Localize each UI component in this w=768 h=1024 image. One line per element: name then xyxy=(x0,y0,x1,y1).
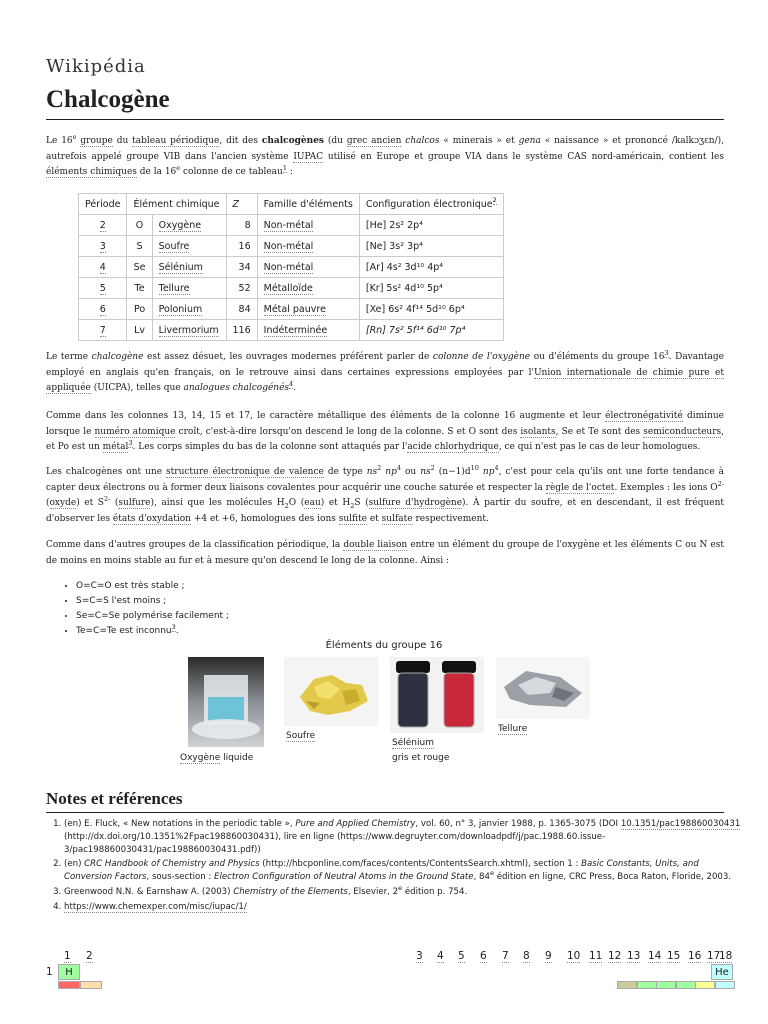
cell-periode xyxy=(79,236,127,257)
famille-link[interactable]: Métal pauvre xyxy=(263,303,326,315)
element-symbol: S xyxy=(136,240,143,252)
cell-z xyxy=(226,320,257,341)
stability-list xyxy=(62,579,229,639)
link-regle-octet[interactable]: règle de l'octet xyxy=(545,482,615,493)
group-number-16[interactable]: 16 xyxy=(688,950,702,962)
group-number-10[interactable]: 10 xyxy=(567,950,581,962)
link-sulfite[interactable]: sulfite xyxy=(338,513,367,524)
link-acide-chlorhydrique[interactable]: acide chlorhydrique xyxy=(407,442,499,452)
electron-config: [Ne] 3s² 3p⁴ xyxy=(365,240,423,252)
electron-config: [Xe] 6s² 4f¹⁴ 5d¹⁰ 6p⁴ xyxy=(365,303,465,315)
footnote-4[interactable]: 4 xyxy=(289,380,294,388)
cell-famille xyxy=(257,257,359,278)
group-number-6[interactable]: 6 xyxy=(480,950,487,962)
periode-link[interactable]: 5 xyxy=(99,282,106,294)
element-cell-be[interactable] xyxy=(80,981,102,989)
periode-link[interactable]: 3 xyxy=(99,240,106,252)
element-symbol: Te xyxy=(134,282,145,294)
selenium-image[interactable] xyxy=(390,657,484,733)
caption-selenium: Sélénium gris et rouge xyxy=(392,738,450,763)
table-header-row xyxy=(79,194,504,215)
cell-famille xyxy=(257,215,359,236)
cell-sym xyxy=(127,215,152,236)
link-elements-chimiques[interactable]: éléments chimiques xyxy=(46,167,137,177)
atomic-number: 8 xyxy=(244,219,251,231)
col-famille: Famille d'éléments xyxy=(257,194,359,215)
cell-name xyxy=(152,299,226,320)
paragraph-colonnes: Comme dans les colonnes 13, 14, 15 et 17, le caractère métallique des éléments de la colonne 16 augmente et leur électronégativité diminue lorsque le numéro atomique croît, c'est-à-dire lorsqu'on descend le long de la colonne. S et O sont des isolants, Se et Te sont des semiconducteurs, et Po est un métal$^3$. Les corps simples du bas de la colonne sont attaqués par l'acide chlorhydrique, ce qui n'est pas le cas de leur homologues. xyxy=(46,411,725,452)
link-electronegativite[interactable]: électronégativité xyxy=(605,411,683,421)
periode-link[interactable]: 4 xyxy=(99,261,106,273)
link-numero-atomique[interactable]: numéro atomique xyxy=(94,426,176,437)
element-cell-p2-13[interactable] xyxy=(617,981,637,989)
link-sulfate[interactable]: sulfate xyxy=(381,513,413,524)
periode-link[interactable]: 2 xyxy=(99,219,106,231)
cell-config xyxy=(359,278,503,299)
cell-config xyxy=(359,299,503,320)
atomic-number: 16 xyxy=(238,240,251,252)
gallery-title: Éléments du groupe 16 xyxy=(325,640,443,651)
link-metal[interactable]: métal xyxy=(102,442,129,452)
link-chemexper[interactable]: https://www.chemexper.com/misc/iupac/1/ xyxy=(64,901,247,912)
footnote-3b[interactable]: 3 xyxy=(128,439,133,447)
cell-config xyxy=(359,215,503,236)
cell-sym xyxy=(127,236,152,257)
element-cell-p2-16[interactable] xyxy=(676,981,696,989)
link-tellure[interactable]: Tellure xyxy=(498,724,528,734)
group-number-12[interactable]: 12 xyxy=(608,950,622,962)
footnote-3[interactable]: 3 xyxy=(664,349,669,357)
cell-sym xyxy=(127,278,152,299)
famille-link[interactable]: Métalloïde xyxy=(263,282,313,294)
paragraph-structure: Les chalcogènes ont une structure électronique de valence de type $ns^2$ $np^4$ ou $ns^2$ $(n-1)d^{10}$ $np^4$, c'est pour cela qu'ils ont une forte tendance à capter deux électrons ou à former deux liaisons covalentes pour acquérir une couche saturée et respecter la règle de l'octet. Exemples : les ions $O^{2-}$ (oxyde) et $S^{2-}$ (sulfure), ainsi que les molécules $H_2O$ (eau) et $H_2S$ (sulfure d'hydrogène). À partir du soufre, et en descendant, il est fréquent d'observer les états d'oxydation +4 et +6, homologues des ions sulfite et sulfate respectivement. xyxy=(46,464,725,524)
link-uicpa[interactable]: Union internationale de chimie pure et appliquée xyxy=(46,367,725,393)
element-cell-he[interactable]: He xyxy=(711,964,733,980)
electron-config: [He] 2s² 2p⁴ xyxy=(365,219,423,231)
link-groupe[interactable]: groupe xyxy=(80,136,113,146)
elements-table xyxy=(78,193,504,341)
group-number-5[interactable]: 5 xyxy=(458,950,465,962)
link-oxygene[interactable]: Oxygène xyxy=(180,753,221,763)
link-structure-valence[interactable]: structure électronique de valence xyxy=(166,467,324,477)
element-symbol: Lv xyxy=(134,324,145,336)
table-row xyxy=(79,257,504,278)
reference-item: 1. (en) E. Fluck, « New notations in the periodic table », Pure and Applied Chemistry, vol. 60, n° 3, janvier 1988, p. 1365-3075 (DOI 10.1351/pac198860030431 (http://dx.doi.org/10.1351%2Fpac198860030431), lire en ligne (https://www.degruyter.com/downloadpdf/j/pac.1988.60.issue-3/pac198860030431/pac198860030431.pdf)) xyxy=(64,818,744,856)
link-oxyde[interactable]: oxyde xyxy=(49,498,77,508)
group-number-9[interactable]: 9 xyxy=(545,950,552,962)
link-grec-ancien[interactable]: grec ancien xyxy=(346,136,402,146)
link-isolants[interactable]: isolants xyxy=(520,426,556,437)
group-number-18[interactable]: 18 xyxy=(719,950,733,962)
cell-periode xyxy=(79,215,127,236)
link-sulfure-hydrogene[interactable]: sulfure d'hydrogène xyxy=(368,498,463,508)
list-item: • S=C=S l'est moins ; xyxy=(76,594,229,609)
footnote-3c[interactable]: 3 xyxy=(171,623,176,631)
tellurium-image[interactable] xyxy=(496,657,590,719)
cell-z xyxy=(226,299,257,320)
cell-name xyxy=(152,236,226,257)
periode-link[interactable]: 6 xyxy=(99,303,106,315)
link-double-liaison[interactable]: double liaison xyxy=(343,540,408,550)
element-cell-p2-18[interactable] xyxy=(715,981,735,989)
link-etats-oxydation[interactable]: états d'oxydation xyxy=(112,513,191,524)
group-number-4[interactable]: 4 xyxy=(437,950,444,962)
element-name-link[interactable]: Polonium xyxy=(158,303,203,315)
page-title: Chalcogène xyxy=(46,86,170,113)
link-iupac[interactable]: IUPAC xyxy=(293,151,324,162)
cell-periode xyxy=(79,278,127,299)
table-row xyxy=(79,320,504,341)
table-row xyxy=(79,299,504,320)
oxygen-liquid-image[interactable] xyxy=(188,657,264,747)
atomic-number: 116 xyxy=(232,324,251,336)
link-selenium[interactable]: Sélénium xyxy=(392,738,434,748)
group-number-15[interactable]: 15 xyxy=(667,950,681,962)
reference-item: 2. (en) CRC Handbook of Chemistry and Physics (http://hbcponline.com/faces/contents/ContentsSearch.xhtml), section 1 : Basic Constants, Units, and Conversion Factors, sous-section : Electron Configuration of Neutral Atoms in the Ground State, 84e édition en ligne, CRC Press, Boca Raton, Floride, 2003. xyxy=(64,858,744,884)
group-number-17[interactable]: 17 xyxy=(707,950,721,962)
caption-sulfur xyxy=(286,729,315,744)
atomic-number: 52 xyxy=(238,282,251,294)
famille-link[interactable]: Indéterminée xyxy=(263,324,328,336)
link-tableau-periodique[interactable]: tableau périodique xyxy=(132,136,220,146)
cell-config xyxy=(359,236,503,257)
caption-tellurium xyxy=(498,722,527,737)
element-name-link[interactable]: Livermorium xyxy=(158,324,219,336)
group-number-3[interactable]: 3 xyxy=(416,950,423,962)
famille-link[interactable]: Non-métal xyxy=(263,240,314,252)
element-cell-li[interactable] xyxy=(58,981,80,989)
paragraph-terme: Le terme chalcogène est assez désuet, les ouvrages modernes préférent parler de colonne de l'oxygène ou d'éléments du groupe $16^3$. Davantage employé en anglais qu'en français, on le retrouve ainsi dans certaines expressions employées par l'Union internationale de chimie pure et appliquée (UICPA), telles que analogues chalcogénés$^4$. xyxy=(46,349,725,393)
cell-famille xyxy=(257,278,359,299)
cell-config xyxy=(359,320,503,341)
famille-link[interactable]: Non-métal xyxy=(263,261,314,273)
group-number-14[interactable]: 14 xyxy=(648,950,662,962)
cell-name xyxy=(152,215,226,236)
cell-name xyxy=(152,320,226,341)
table-row xyxy=(79,215,504,236)
intro-paragraph: Le 16e groupe du tableau périodique, dit des chalcogènes (du grec ancien chalcos « minerais » et gena « naissance » et prononcé /kalkɔʒɛn/), autrefois appelé groupe VIB dans l'ancien système IUPAC utilisé en Europe et groupe VIA dans le système CAS nord-américain, contient les éléments chimiques de la 16e colonne de ce tableau$^1$ : xyxy=(46,133,725,177)
wikipedia-wordmark[interactable]: Wikipédia xyxy=(46,56,146,77)
reference-item: 3. Greenwood N.N. & Earnshaw A. (2003) Chemistry of the Elements, Elsevier, 2e édition p. 754. xyxy=(64,886,744,899)
cell-z xyxy=(226,215,257,236)
cell-z xyxy=(226,278,257,299)
cell-famille xyxy=(257,320,359,341)
element-name-link[interactable]: Sélénium xyxy=(158,261,203,273)
group-number-11[interactable]: 11 xyxy=(589,950,603,962)
cell-periode xyxy=(79,257,127,278)
element-cell-p2-14[interactable] xyxy=(637,981,657,989)
element-cell-p2-15[interactable] xyxy=(656,981,676,989)
cell-z xyxy=(226,236,257,257)
cell-famille xyxy=(257,299,359,320)
col-element: Élément chimique xyxy=(127,194,226,215)
list-item: • Se=C=Se polymérise facilement ; xyxy=(76,609,229,624)
link-doi[interactable]: 10.1351/pac198860030431 xyxy=(620,819,741,829)
link-semiconducteurs[interactable]: semiconducteurs xyxy=(643,426,722,437)
col-z: Z xyxy=(226,194,257,215)
electron-config: [Kr] 5s² 4d¹⁰ 5p⁴ xyxy=(365,282,443,294)
element-cell-p2-17[interactable] xyxy=(695,981,715,989)
element-name-link[interactable]: Soufre xyxy=(158,240,190,252)
cell-config xyxy=(359,257,503,278)
periode-link[interactable]: 7 xyxy=(99,324,106,336)
cell-name xyxy=(152,257,226,278)
table-row xyxy=(79,278,504,299)
list-item: • O=C=O est très stable ; xyxy=(76,579,229,594)
cell-z xyxy=(226,257,257,278)
sulfur-image[interactable] xyxy=(284,657,378,726)
list-item: • Te=C=Te est inconnu$^3$. xyxy=(76,624,229,639)
notes-heading: Notes et références xyxy=(46,789,183,808)
element-symbol: O xyxy=(135,219,144,231)
element-symbol: Po xyxy=(133,303,146,315)
cell-name xyxy=(152,278,226,299)
famille-link[interactable]: Non-métal xyxy=(263,219,314,231)
group-number-1[interactable]: 1 xyxy=(64,950,71,962)
cell-famille xyxy=(257,236,359,257)
group-number-8[interactable]: 8 xyxy=(523,950,530,962)
footnote-2[interactable]: 2 xyxy=(492,196,497,205)
reference-item xyxy=(64,901,744,914)
atomic-number: 84 xyxy=(238,303,251,315)
paragraph-double-liaison: Comme dans d'autres groupes de la classification périodique, la double liaison entre un élément du groupe de l'oxygène et les éléments C ou N est de moins en moins stable au fur et à mesure qu'on descend le long de la colonne. Ainsi : xyxy=(46,540,724,566)
title-divider xyxy=(46,119,724,120)
element-name-link[interactable]: Tellure xyxy=(158,282,190,294)
atomic-number: 34 xyxy=(238,261,251,273)
group-number-7[interactable]: 7 xyxy=(502,950,509,962)
element-name-link[interactable]: Oxygène xyxy=(158,219,202,231)
group-number-13[interactable]: 13 xyxy=(627,950,641,962)
cell-periode xyxy=(79,320,127,341)
cell-sym xyxy=(127,299,152,320)
electron-config: [Rn] 7s² 5f¹⁴ 6d¹⁰ 7p⁴ xyxy=(365,324,466,336)
link-sulfure[interactable]: sulfure xyxy=(118,498,151,508)
element-cell-h[interactable]: H xyxy=(58,964,80,980)
col-config: Configuration électronique$^2$ xyxy=(359,194,503,215)
table-row xyxy=(79,236,504,257)
element-symbol: Se xyxy=(133,261,146,273)
link-soufre[interactable]: Soufre xyxy=(286,731,316,741)
references-list xyxy=(48,818,744,916)
cell-sym xyxy=(127,257,152,278)
footnote-1[interactable]: 1 xyxy=(282,164,287,172)
link-eau[interactable]: eau xyxy=(304,498,321,508)
period-number: 1 xyxy=(46,966,53,978)
col-periode: Période xyxy=(79,194,127,215)
cell-periode xyxy=(79,299,127,320)
group-number-2[interactable]: 2 xyxy=(86,950,93,962)
cell-sym xyxy=(127,320,152,341)
electron-config: [Ar] 4s² 3d¹⁰ 4p⁴ xyxy=(365,261,444,273)
caption-oxygen: Oxygène liquide xyxy=(180,753,254,763)
notes-divider xyxy=(46,812,724,813)
